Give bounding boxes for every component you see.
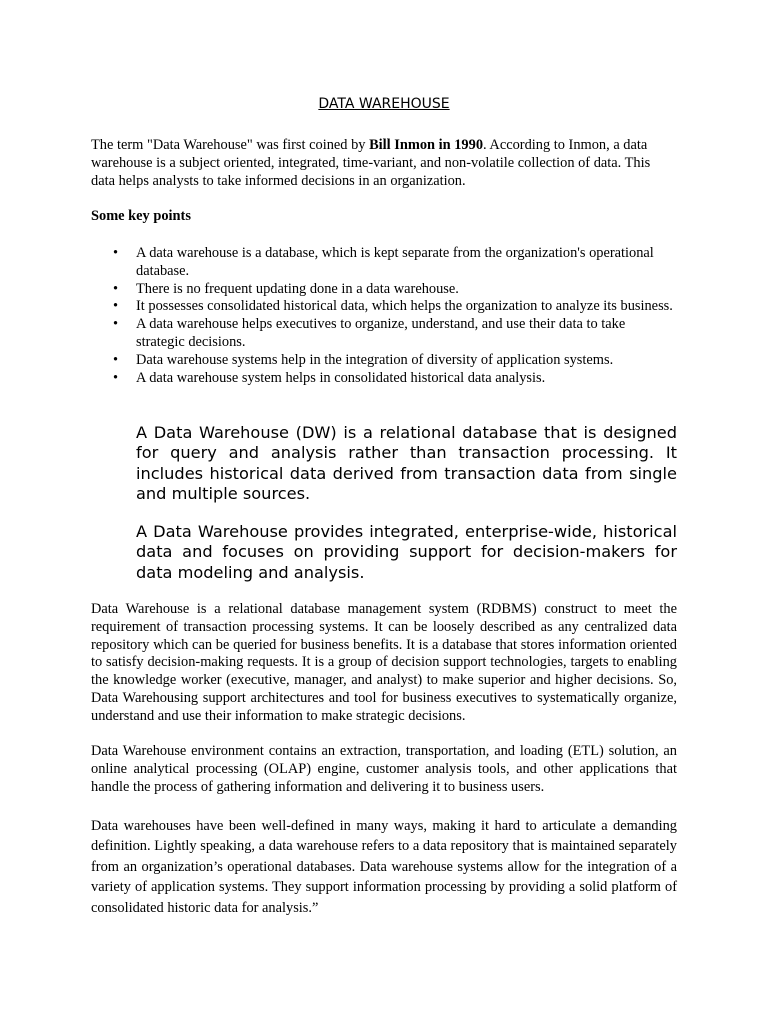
list-item-text: There is no frequent updating done in a data warehouse. bbox=[136, 280, 459, 297]
body-paragraph-2: Data Warehouse environment contains an extraction, transportation, and loading (ETL) solution, an online analytical processing (OLAP) engine, customer analysis tools, and other applications that handle the process of gathering information and delivering it to business users. bbox=[91, 743, 677, 795]
document-title: DATA WAREHOUSE bbox=[318, 96, 450, 112]
list-item-text: It possesses consolidated historical data, which helps the organization to analyze its business. bbox=[136, 298, 673, 315]
intro-text-before: The term "Data Warehouse" was first coined by bbox=[91, 137, 370, 153]
bullet-icon: • bbox=[113, 351, 119, 368]
bullet-icon: • bbox=[113, 369, 119, 386]
list-item-text: Data warehouse systems help in the integration of diversity of application systems. bbox=[136, 351, 614, 368]
bullet-icon: • bbox=[113, 298, 119, 315]
bullet-icon: • bbox=[113, 245, 119, 261]
highlight-paragraph-2: A Data Warehouse provides integrated, enterprise-wide, historical data and focuses on providing support for decision-makers for data modeling and analysis. bbox=[136, 522, 677, 582]
intro-paragraph bbox=[91, 137, 677, 190]
intro-text-after: . According to Inmon, a data warehouse is a subject oriented, integrated, time-variant, and non-volatile collection of data. This data helps analysts to take informed decisions in an organization. bbox=[91, 137, 651, 189]
list-item bbox=[91, 352, 677, 370]
list-item bbox=[91, 298, 677, 316]
body-paragraph-3: Data warehouses have been well-defined in many ways, making it hard to articulate a demanding definition. Lightly speaking, a data warehouse refers to a data repository that is maintained separately from an organization’s operational databases. Data warehouse systems allow for the integration of a variety of application systems. They support information processing by providing a solid platform of consolidated historic data for analysis.” bbox=[91, 818, 677, 916]
highlight-paragraph-1: A Data Warehouse (DW) is a relational database that is designed for query and analysis rather than transaction processing. It includes historical data derived from transaction data from single and multiple sources. bbox=[136, 423, 677, 504]
list-item-text: A data warehouse is a database, which is kept separate from the organization's operational database. bbox=[136, 245, 654, 279]
list-item bbox=[91, 370, 677, 388]
intro-bold-author: Bill Inmon in 1990 bbox=[369, 137, 484, 153]
key-points-heading: Some key points bbox=[91, 208, 191, 224]
list-item-text: A data warehouse helps executives to organize, understand, and use their data to take strategic decisions. bbox=[136, 316, 626, 350]
list-item bbox=[91, 316, 677, 352]
bullet-icon: • bbox=[113, 280, 119, 297]
list-item bbox=[91, 281, 677, 299]
body-paragraph-1: Data Warehouse is a relational database management system (RDBMS) construct to meet the requirement of transaction processing systems. It can be loosely described as any centralized data repository which can be queried for business benefits. It is a database that stores information oriented to satisfy decision-making requests. It is a group of decision support technologies, targets to enabling the knowledge worker (executive, manager, and analyst) to make superior and higher decisions. So, Data Warehousing support architectures and tool for business executives to systematically organize, understand and use their information to make strategic decisions. bbox=[91, 601, 677, 724]
key-points-list bbox=[91, 245, 677, 387]
bullet-icon: • bbox=[113, 316, 119, 333]
list-item-text: A data warehouse system helps in consolidated historical data analysis. bbox=[136, 369, 546, 386]
list-item bbox=[91, 245, 677, 281]
